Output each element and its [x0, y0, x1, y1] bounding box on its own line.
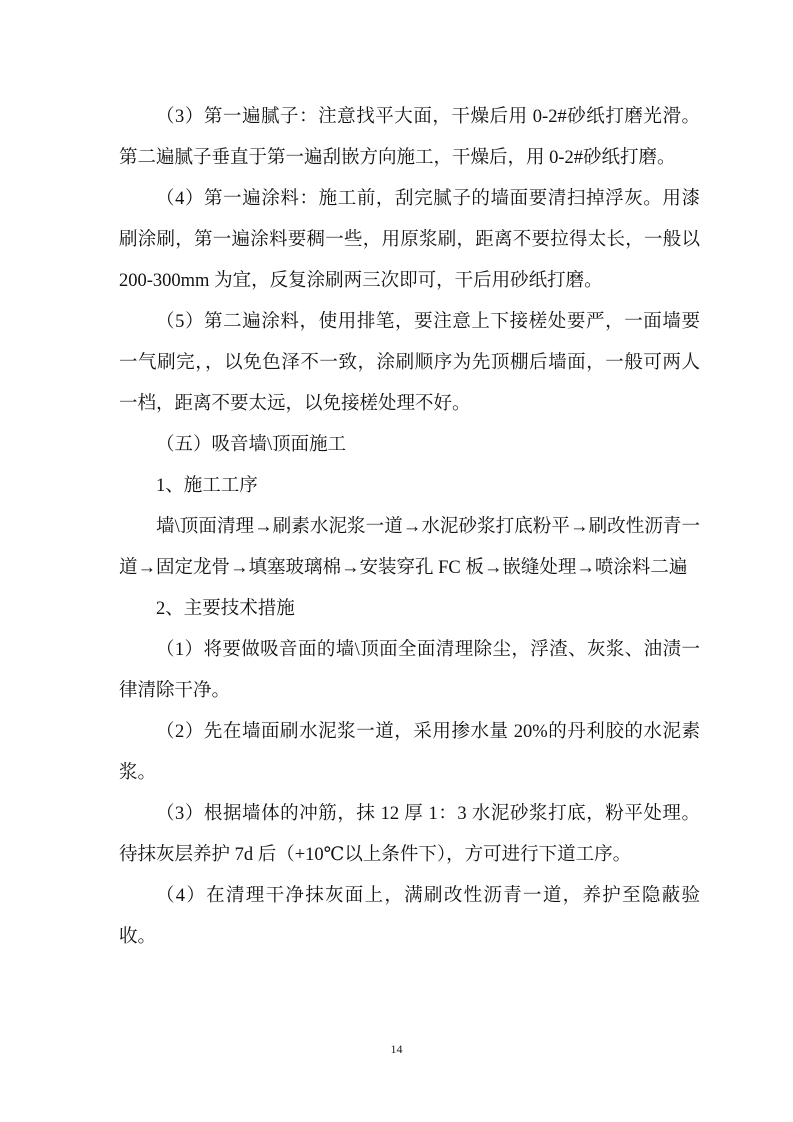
- subheading-construction-sequence: 1、施工工序: [156, 476, 258, 496]
- paragraph-measure-3: （3）根据墙体的冲筋，抹 12 厚 1：3 水泥砂浆打底，粉平处理。待抹灰层养护 7d 后（+10℃以上条件下），方可进行下道工序。: [119, 804, 700, 865]
- subheading-technical-measures: 2、主要技术措施: [156, 599, 295, 619]
- document-body: [119, 97, 700, 958]
- paragraph-paint-step-5: （5）第二遍涂料，使用排笔，要注意上下接槎处要严，一面墙要一气刷完，，以免色泽不一致，涂刷顺序为先顶棚后墙面，一般可两人一档，距离不要太远，以免接槎处理不好。: [119, 312, 700, 414]
- section-heading-acoustic-wall: （五）吸音墙\顶面施工: [156, 435, 347, 455]
- paragraph-measure-2: （2）先在墙面刷水泥浆一道，采用掺水量 20%的丹利胶的水泥素浆。: [119, 722, 700, 783]
- paragraph-measure-4: （4）在清理干净抹灰面上，满刷改性沥青一道，养护至隐蔽验收。: [119, 886, 700, 947]
- page-number: 14: [390, 1042, 403, 1056]
- paragraph-process-flow: 墙\顶面清理→刷素水泥浆一道→水泥砂浆打底粉平→刷改性沥青一道→固定龙骨→填塞玻璃棉→安装穿孔 FC 板→嵌缝处理→喷涂料二遍: [119, 517, 700, 578]
- paragraph-measure-1: （1）将要做吸音面的墙\顶面全面清理除尘，浮渣、灰浆、油渍一律清除干净。: [119, 640, 700, 701]
- paragraph-putty-step-3: （3）第一遍腻子：注意找平大面，干燥后用 0-2#砂纸打磨光滑。第二遍腻子垂直于第一遍刮嵌方向施工，干燥后，用 0-2#砂纸打磨。: [119, 107, 700, 168]
- paragraph-paint-step-4: （4）第一遍涂料：施工前，刮完腻子的墙面要清扫掉浮灰。用漆刷涂刷，第一遍涂料要稠一些，用原浆刷，距离不要拉得太长，一般以 200-300mm 为宜，反复涂刷两三次即可，干后用砂纸打磨。: [119, 189, 700, 291]
